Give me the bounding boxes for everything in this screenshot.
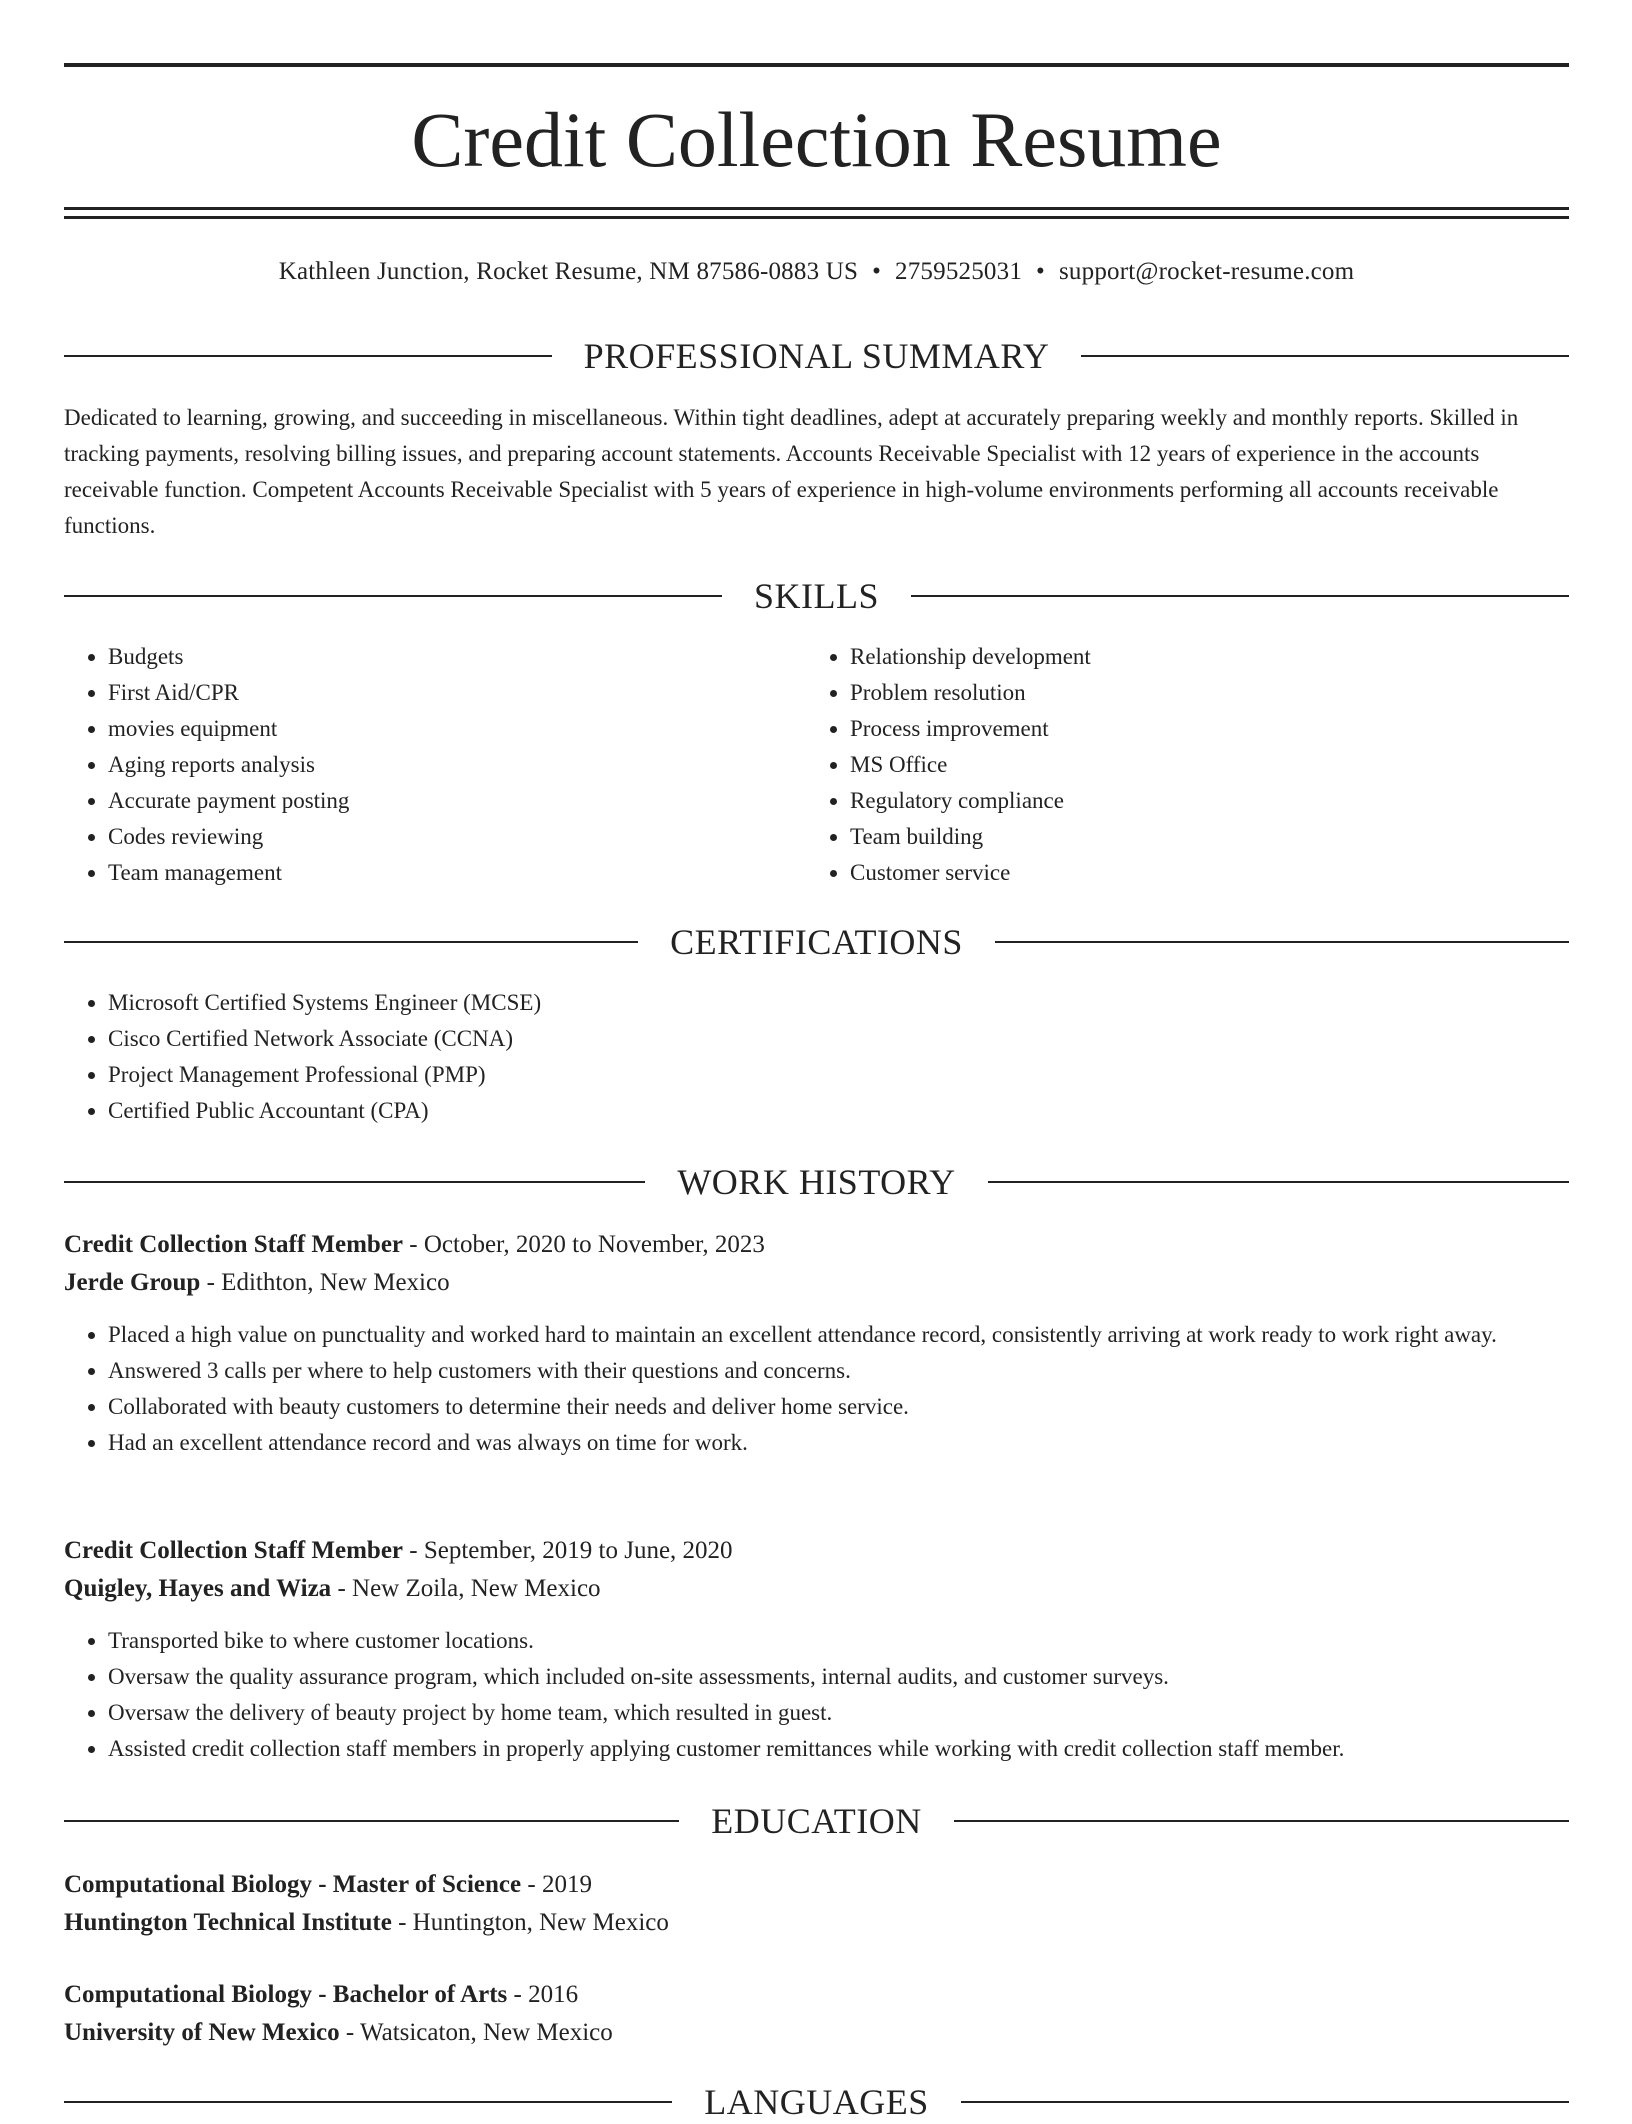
summary-text: Dedicated to learning, growing, and succeeding in miscellaneous. Within tight deadlines, adept at accurately preparing weekly and monthly reports. Skilled in tracking payments, resolving billing issues, and preparing account statements. Accounts Receivable Specialist with 12 years of experience in the accounts receivable function. Competent Accounts Receivable Specialist with 5 years of experience in high-volume environments performing all accounts receivable functions. [64, 405, 1519, 538]
contact-line [64, 254, 1569, 290]
section-header-summary [64, 334, 1569, 378]
section-header-work-history [64, 1160, 1569, 1204]
contact-phone: 2759525031 [895, 258, 1023, 285]
education-school: Huntington Technical Institute [64, 1909, 392, 1936]
section-rule-right [954, 1820, 1569, 1822]
job-bullet: • Transported bike to where customer locations. [108, 1623, 1569, 1659]
job-entry [64, 1532, 1569, 1767]
skill-item: • First Aid/CPR [108, 675, 784, 711]
skill-item: • Customer service [850, 855, 1526, 891]
skill-item: • Accurate payment posting [108, 783, 784, 819]
job-bullet: • Collaborated with beauty customers to determine their needs and deliver home service. [108, 1389, 1569, 1425]
job-company-line [64, 1264, 1569, 1302]
section-rule-right [988, 1181, 1569, 1183]
section-title-skills: SKILLS [754, 576, 880, 616]
section-header-certifications [64, 920, 1569, 964]
section-rule-left [64, 355, 552, 357]
section-rule-right [995, 941, 1569, 943]
job-title-line [64, 1226, 1569, 1264]
job-entry [64, 1226, 1569, 1461]
education-location: - Huntington, New Mexico [391, 1909, 669, 1936]
certification-item: • Certified Public Accountant (CPA) [108, 1093, 1569, 1129]
skill-item: • Aging reports analysis [108, 747, 784, 783]
skills-column-left [64, 639, 784, 891]
section-title-summary: PROFESSIONAL SUMMARY [583, 336, 1050, 376]
skill-item: • Relationship development [850, 639, 1526, 675]
education-school: University of New Mexico [64, 2019, 340, 2046]
job-bullet: • Assisted credit collection staff members in properly applying customer remittances while working with credit collection staff member. [108, 1731, 1569, 1767]
section-title-languages: LANGUAGES [704, 2082, 929, 2122]
section-title-certifications: CERTIFICATIONS [670, 922, 963, 962]
job-bullet: • Oversaw the quality assurance program, which included on-site assessments, internal audits, and customer surveys. [108, 1659, 1569, 1695]
contact-email: support@rocket-resume.com [1058, 258, 1355, 285]
skill-item: • Budgets [108, 639, 784, 675]
contact-separator: • [1036, 258, 1045, 285]
education-year: - 2019 [521, 1871, 592, 1898]
job-dates: - October, 2020 to November, 2023 [403, 1231, 765, 1258]
section-header-languages [64, 2080, 1569, 2124]
education-school-line [64, 2014, 1569, 2052]
section-header-education [64, 1799, 1569, 1843]
job-location: - Edithton, New Mexico [200, 1269, 450, 1296]
header-top-rule [64, 63, 1569, 67]
header-double-rule-upper [64, 207, 1569, 210]
education-school-line [64, 1904, 1569, 1942]
job-title-line [64, 1532, 1569, 1570]
education-entry [64, 1866, 1569, 1942]
job-dates: - September, 2019 to June, 2020 [403, 1537, 733, 1564]
section-rule-right [961, 2101, 1569, 2103]
certifications-list [64, 985, 1569, 1129]
job-bullet: • Had an excellent attendance record and was always on time for work. [108, 1425, 1569, 1461]
skill-item: • MS Office [850, 747, 1526, 783]
education-entry [64, 1976, 1569, 2052]
skill-item: • Regulatory compliance [850, 783, 1526, 819]
skill-item: • Process improvement [850, 711, 1526, 747]
header-double-rule-lower [64, 216, 1569, 219]
job-company: Quigley, Hayes and Wiza [64, 1575, 332, 1602]
education-degree-line [64, 1866, 1569, 1904]
job-bullet: • Placed a high value on punctuality and worked hard to maintain an excellent attendance record, consistently arriving at work ready to work right away. [108, 1317, 1569, 1353]
contact-address: Kathleen Junction, Rocket Resume, NM 87586-0883 US [278, 258, 859, 285]
section-rule-left [64, 941, 638, 943]
section-rule-left [64, 1181, 645, 1183]
job-title: Credit Collection Staff Member [64, 1231, 404, 1258]
skill-item: • Team building [850, 819, 1526, 855]
certification-item: • Cisco Certified Network Associate (CCNA) [108, 1021, 1569, 1057]
education-year: - 2016 [507, 1981, 579, 2008]
page-title: Credit Collection Resume [411, 96, 1222, 183]
skill-item: • Codes reviewing [108, 819, 784, 855]
certification-item: • Microsoft Certified Systems Engineer (MCSE) [108, 985, 1569, 1021]
skill-item: • Problem resolution [850, 675, 1526, 711]
section-rule-left [64, 1820, 679, 1822]
education-degree: Computational Biology - Master of Science [64, 1871, 522, 1898]
section-title-work-history: WORK HISTORY [677, 1162, 956, 1202]
certification-item: • Project Management Professional (PMP) [108, 1057, 1569, 1093]
education-location: - Watsicaton, New Mexico [339, 2019, 613, 2046]
job-bullet: • Oversaw the delivery of beauty project by home team, which resulted in guest. [108, 1695, 1569, 1731]
job-bullets [64, 1317, 1569, 1461]
job-company: Jerde Group [64, 1269, 201, 1296]
job-title: Credit Collection Staff Member [64, 1537, 404, 1564]
section-header-skills [64, 574, 1569, 618]
skill-item: • Team management [108, 855, 784, 891]
skills-column-right [806, 639, 1526, 891]
job-company-line [64, 1570, 1569, 1608]
section-title-education: EDUCATION [711, 1801, 922, 1841]
skill-item: • movies equipment [108, 711, 784, 747]
job-bullets [64, 1623, 1569, 1767]
section-rule-left [64, 595, 722, 597]
education-degree: Computational Biology - Bachelor of Arts [64, 1981, 508, 2008]
job-bullet: • Answered 3 calls per where to help customers with their questions and concerns. [108, 1353, 1569, 1389]
contact-separator: • [872, 258, 882, 285]
job-location: - New Zoila, New Mexico [331, 1575, 601, 1602]
section-rule-right [911, 595, 1569, 597]
education-degree-line [64, 1976, 1569, 2014]
section-rule-left [64, 2101, 672, 2103]
section-rule-right [1081, 355, 1569, 357]
